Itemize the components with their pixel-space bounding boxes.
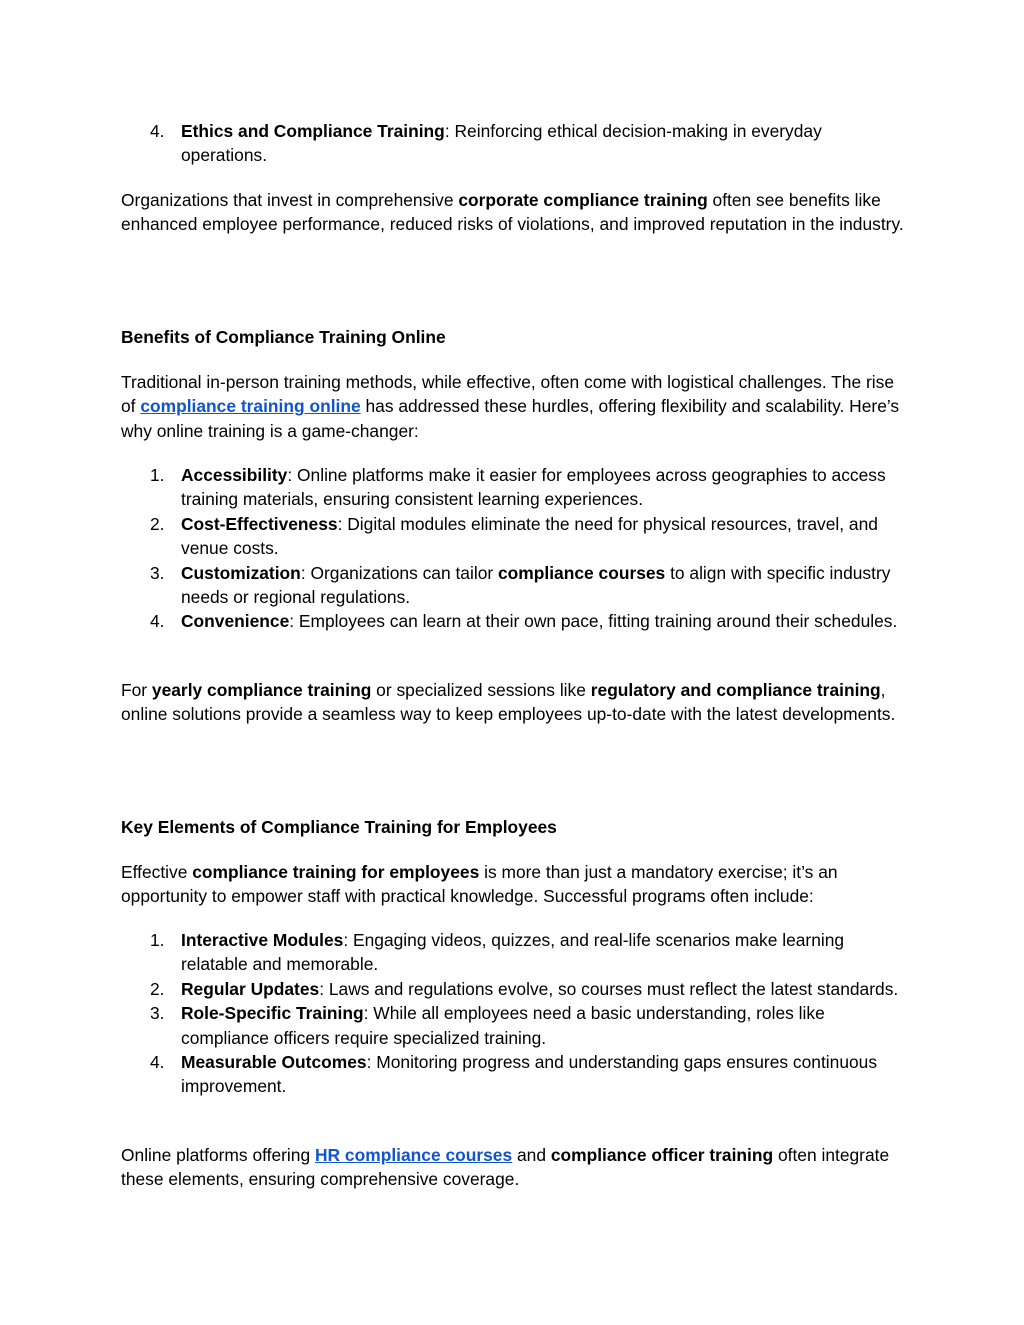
- list-number: 4.: [150, 121, 165, 141]
- section-heading-key-elements: Key Elements of Compliance Training for Employees: [121, 817, 557, 837]
- list-item: [0, 1050, 900, 1099]
- paragraph-key-elements-outro: Online platforms offering HR compliance courses and compliance officer training often integrate these elements, ensuring comprehensive coverage.: [121, 1145, 890, 1190]
- list-item: [0, 609, 900, 633]
- list-item: [0, 561, 900, 610]
- bold-phrase: yearly compliance training: [151, 680, 372, 700]
- bold-phrase: compliance officer training: [550, 1145, 774, 1165]
- list-item: [0, 512, 900, 561]
- list-desc: : Digital modules eliminate the need for physical resources, travel, and venue costs.: [181, 513, 878, 559]
- list-term: Cost-Effectiveness: [181, 513, 338, 534]
- hr-compliance-courses-link[interactable]: HR compliance courses: [314, 1145, 513, 1165]
- list-number: 1.: [150, 465, 165, 485]
- list-number: 2.: [150, 513, 165, 534]
- section-heading-benefits: Benefits of Compliance Training Online: [121, 327, 446, 347]
- list-number: 3.: [150, 1003, 165, 1024]
- top-list: [0, 119, 900, 168]
- list-desc: : Online platforms make it easier for employees across geographies to access training materials, ensuring consistent learning experiences.: [181, 465, 886, 510]
- list-desc: : While all employees need a basic understanding, roles like compliance officers require specialized training.: [181, 1003, 825, 1048]
- list-desc: to align with specific industry needs or regional regulations.: [181, 562, 891, 608]
- list-number: 2.: [150, 978, 165, 999]
- list-term: Measurable Outcomes: [181, 1052, 367, 1073]
- paragraph-corporate-training: Organizations that invest in comprehensive corporate compliance training often see benefits like enhanced employee performance, reduced risks of violations, and improved reputation in the industry.: [121, 190, 904, 235]
- paragraph-benefits-outro: For yearly compliance training or specialized sessions like regulatory and compliance training, online solutions provide a seamless way to keep employees up-to-date with the latest developments.: [121, 680, 896, 725]
- bold-phrase: regulatory and compliance training: [590, 680, 881, 700]
- list-item: [0, 928, 900, 977]
- compliance-training-online-link[interactable]: compliance training online: [140, 396, 361, 417]
- paragraph-benefits-intro: Traditional in-person training methods, while effective, often come with logistical challenges. The rise of compliance training online has addressed these hurdles, offering flexibility and scalability. Here’s why online training is a game-changer:: [121, 372, 900, 441]
- list-item: [0, 977, 900, 1001]
- bold-phrase: compliance training for employees: [192, 862, 480, 882]
- list-item: [0, 1001, 900, 1050]
- list-term: Role-Specific Training: [181, 1003, 364, 1024]
- key-elements-list: [0, 928, 900, 1099]
- benefits-list: [0, 463, 900, 634]
- list-desc: : Organizations can tailor: [300, 562, 499, 583]
- list-term: Interactive Modules: [181, 930, 344, 950]
- list-desc: : Engaging videos, quizzes, and real-life scenarios make learning relatable and memorable.: [181, 930, 845, 975]
- list-number: 1.: [150, 930, 165, 950]
- list-term: Regular Updates: [181, 978, 320, 999]
- list-number: 4.: [150, 1052, 165, 1073]
- list-term: Convenience: [181, 611, 290, 632]
- list-number: 3.: [150, 562, 165, 583]
- list-desc: : Employees can learn at their own pace, fitting training around their schedules.: [289, 611, 898, 632]
- list-desc: : Monitoring progress and understanding gaps ensures continuous improvement.: [181, 1052, 878, 1097]
- paragraph-key-elements-intro: Effective compliance training for employees is more than just a mandatory exercise; it’s an opportunity to empower staff with practical knowledge. Successful programs often include:: [121, 862, 838, 907]
- list-item: [0, 119, 900, 168]
- bold-phrase: compliance courses: [498, 562, 666, 583]
- list-desc: : Laws and regulations evolve, so courses must reflect the latest standards.: [319, 978, 899, 999]
- list-desc: : Reinforcing ethical decision-making in everyday operations.: [181, 121, 822, 166]
- list-term: Ethics and Compliance Training: [181, 121, 445, 141]
- list-item: [0, 463, 900, 512]
- bold-phrase: corporate compliance training: [458, 190, 708, 210]
- list-term: Customization: [181, 562, 301, 583]
- list-term: Accessibility: [181, 465, 288, 485]
- list-number: 4.: [150, 611, 165, 632]
